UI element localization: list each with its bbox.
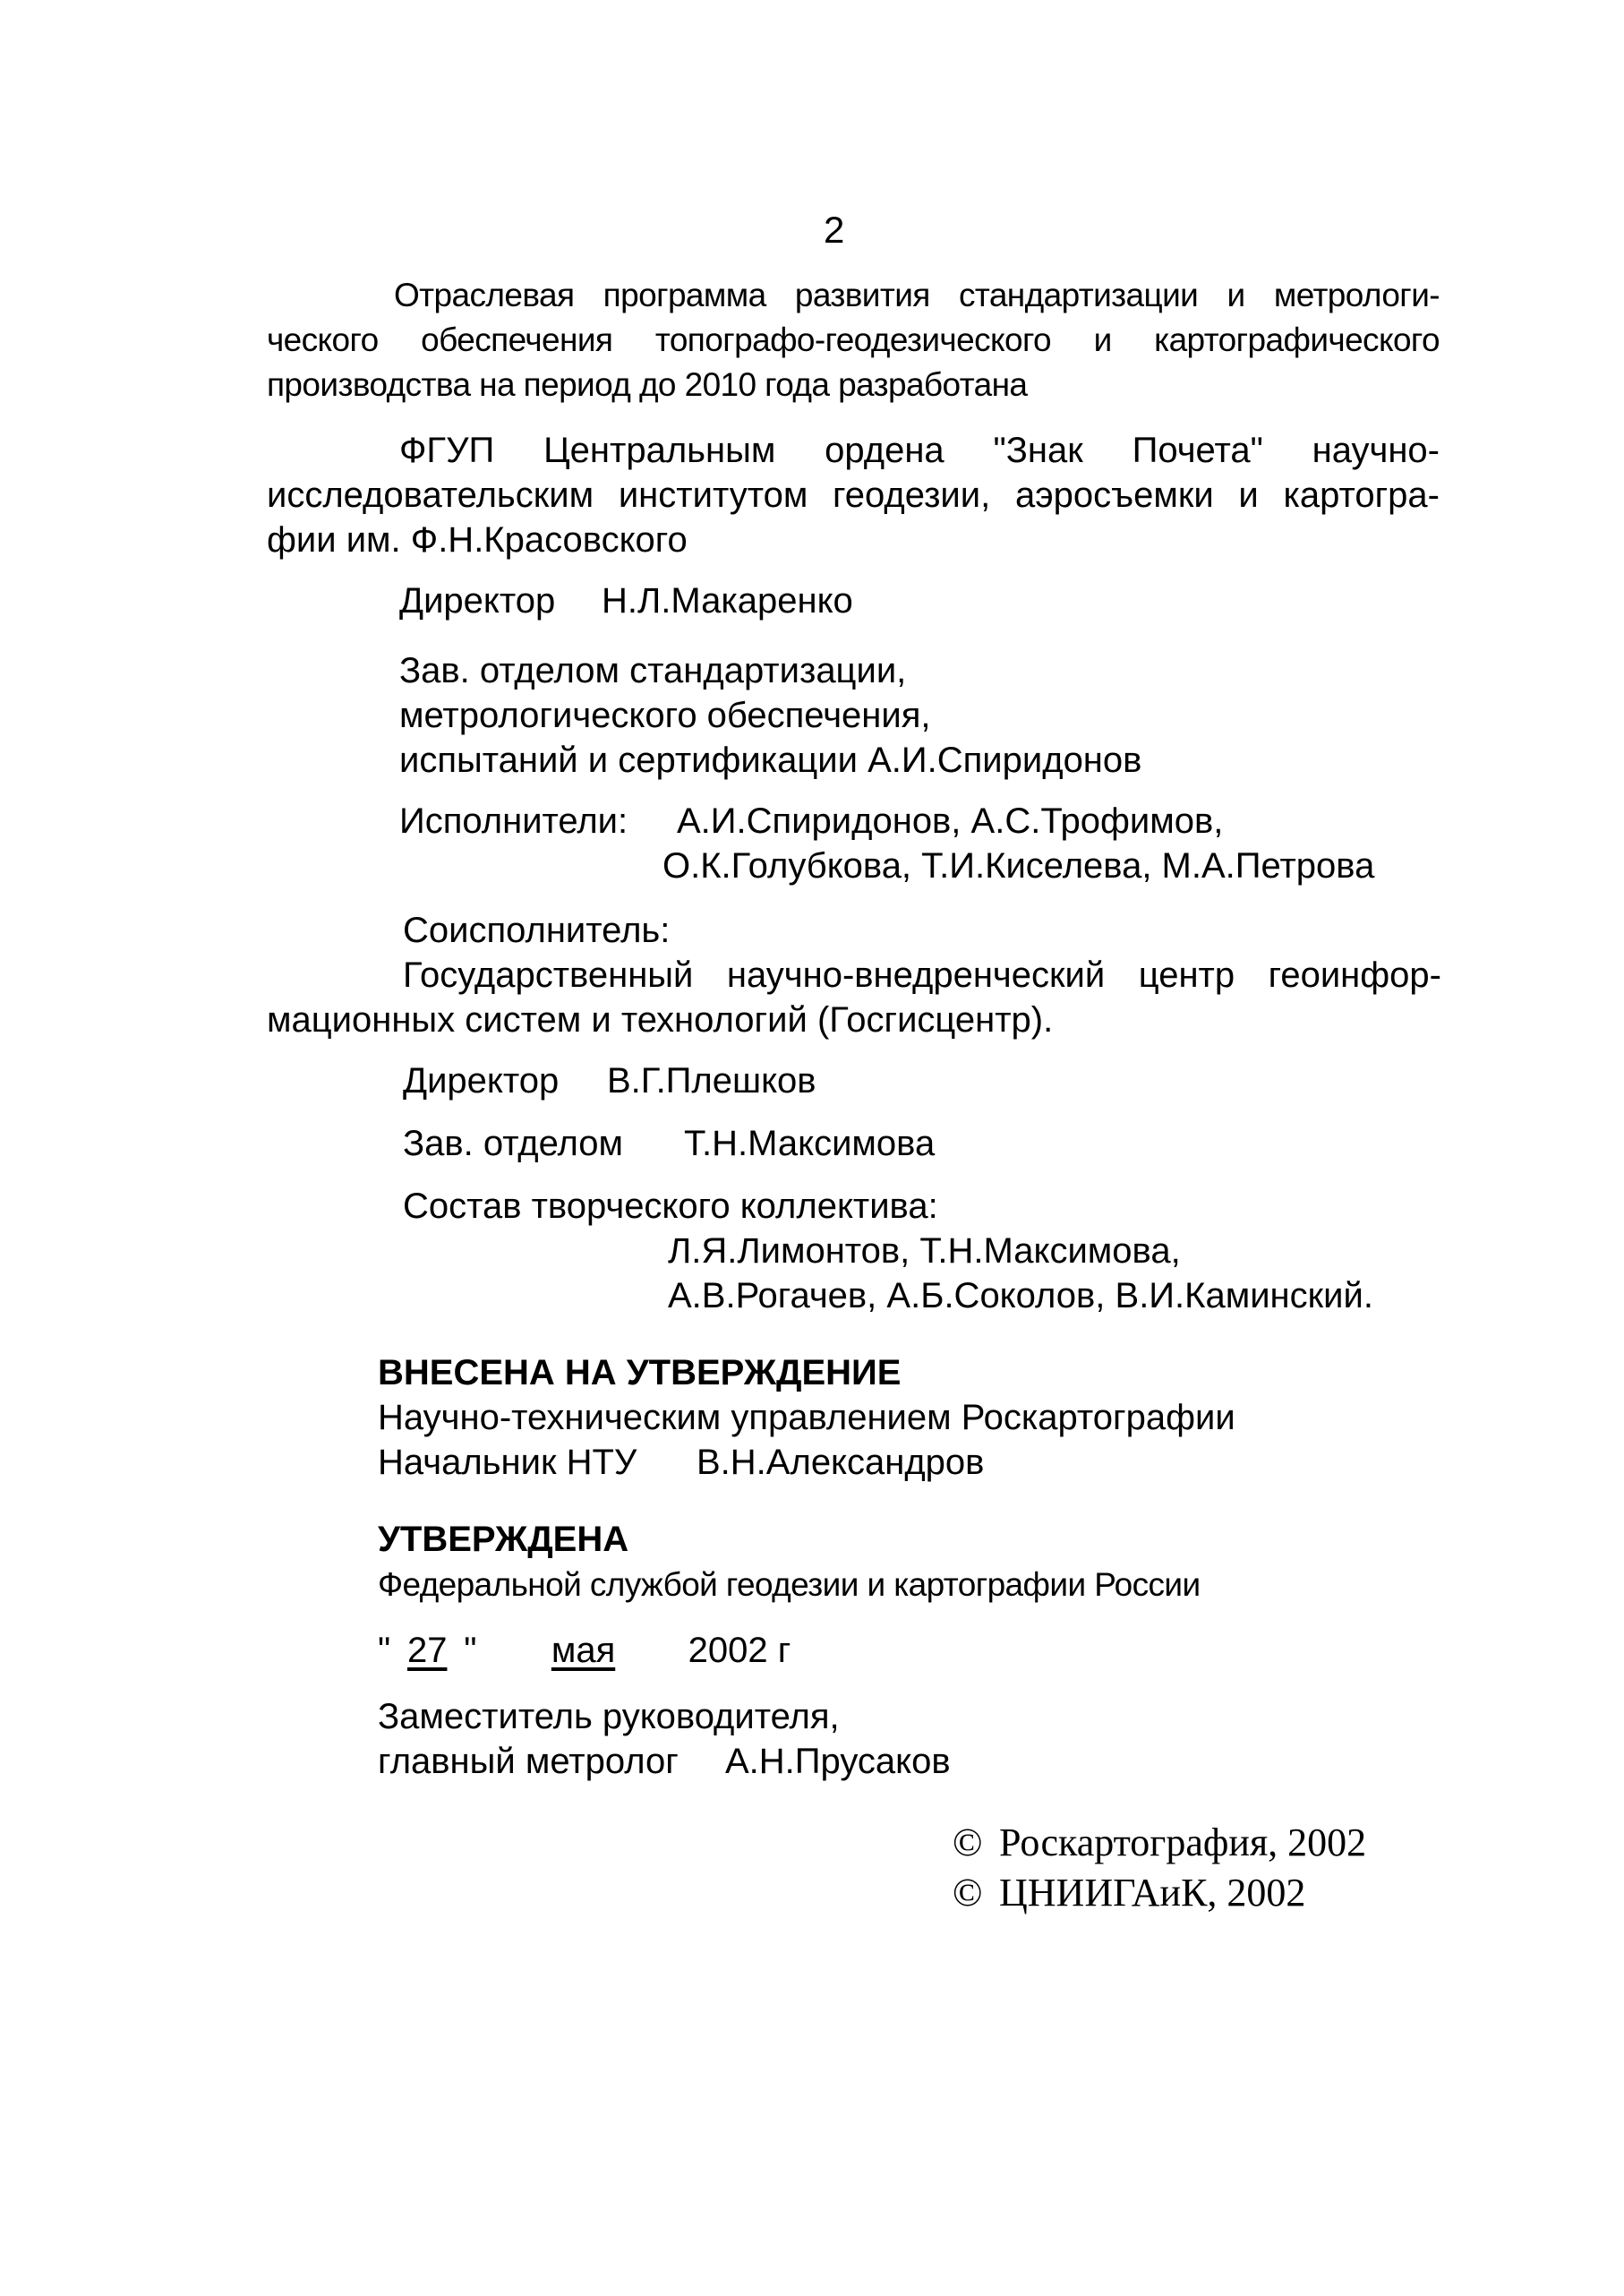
co-executor-dept-label: Зав. отделом [403, 1124, 624, 1163]
executors-line-1: А.И.Спиридонов, А.С.Трофимов, [677, 801, 1224, 841]
date-month [496, 1628, 671, 1673]
co-executor-director-label: Директор [403, 1061, 560, 1101]
approved-by: Федеральной службой геодезии и картографии России [378, 1566, 1201, 1603]
developer-org-line-1: ФГУП Центральным ордена "Знак Почета" научно- [399, 431, 1440, 470]
approved-heading: УТВЕРЖДЕНА [378, 1520, 629, 1559]
submitted-head-name: В.Н.Александров [697, 1443, 985, 1482]
submitted-by: Научно-техническим управлением Роскартографии [378, 1398, 1235, 1437]
copyright-symbol-1: © [953, 1821, 983, 1864]
date-month-value: мая [551, 1631, 616, 1670]
deputy-title-line-1: Заместитель руководителя, [378, 1697, 840, 1736]
developer-dept-head-line-3: испытаний и сертификации А.И.Спиридонов [399, 741, 1142, 780]
date-day [390, 1628, 464, 1673]
creative-team-line-2: А.В.Рогачев, А.Б.Соколов, В.И.Каминский. [668, 1276, 1373, 1315]
intro-line-3: производства на период до 2010 года разработана [267, 366, 1028, 403]
copyright-symbol-2: © [953, 1871, 983, 1915]
copyright-line-1 [953, 1818, 1366, 1868]
executors-line-2: О.К.Голубкова, Т.И.Киселева, М.А.Петрова [662, 846, 1375, 886]
co-executor-dept-name: Т.Н.Максимова [684, 1124, 936, 1163]
submitted-head-label: Начальник НТУ [378, 1443, 637, 1482]
co-executor-director-name: В.Г.Плешков [607, 1061, 816, 1101]
creative-team-line-1: Л.Я.Лимонтов, Т.Н.Максимова, [668, 1231, 1181, 1271]
deputy-title-line-2: главный метролог [378, 1742, 679, 1781]
developer-dept-head-line-2: метрологического обеспечения, [399, 696, 931, 735]
co-executor-org-line-2: мационных систем и технологий (Госгисцентр). [267, 1000, 1054, 1040]
copyright-line-2 [953, 1868, 1305, 1918]
date-close-quote: " [464, 1631, 477, 1670]
approval-date [378, 1628, 791, 1673]
co-executor-label: Соисполнитель: [403, 911, 671, 950]
developer-org-line-3: фии им. Ф.Н.Красовского [267, 520, 688, 560]
date-day-value: 27 [406, 1631, 448, 1670]
developer-director-name: Н.Л.Макаренко [602, 581, 853, 621]
page-number: 2 [824, 209, 845, 251]
co-executor-org-line-1: Государственный научно-внедренческий центр геоинфор- [403, 955, 1441, 995]
developer-dept-head-line-1: Зав. отделом стандартизации, [399, 651, 907, 690]
intro-line-2: ческого обеспечения топографо-геодезического и картографического [267, 321, 1440, 358]
intro-line-1: Отраслевая программа развития стандартизации и метрологи- [394, 277, 1440, 313]
copyright-holder-2: ЦНИИГАиК, 2002 [999, 1871, 1306, 1915]
creative-team-label: Состав творческого коллектива: [403, 1187, 938, 1226]
developer-director-label: Директор [399, 581, 556, 621]
date-year: 2002 г [688, 1631, 791, 1670]
submitted-heading: ВНЕСЕНА НА УТВЕРЖДЕНИЕ [378, 1353, 902, 1392]
date-open-quote: " [378, 1631, 391, 1670]
developer-org-line-2: исследовательским институтом геодезии, аэросъемки и картогра- [267, 475, 1440, 515]
deputy-name: А.Н.Прусаков [725, 1742, 951, 1781]
copyright-holder-1: Роскартография, 2002 [999, 1821, 1367, 1864]
executors-label: Исполнители: [399, 801, 628, 841]
